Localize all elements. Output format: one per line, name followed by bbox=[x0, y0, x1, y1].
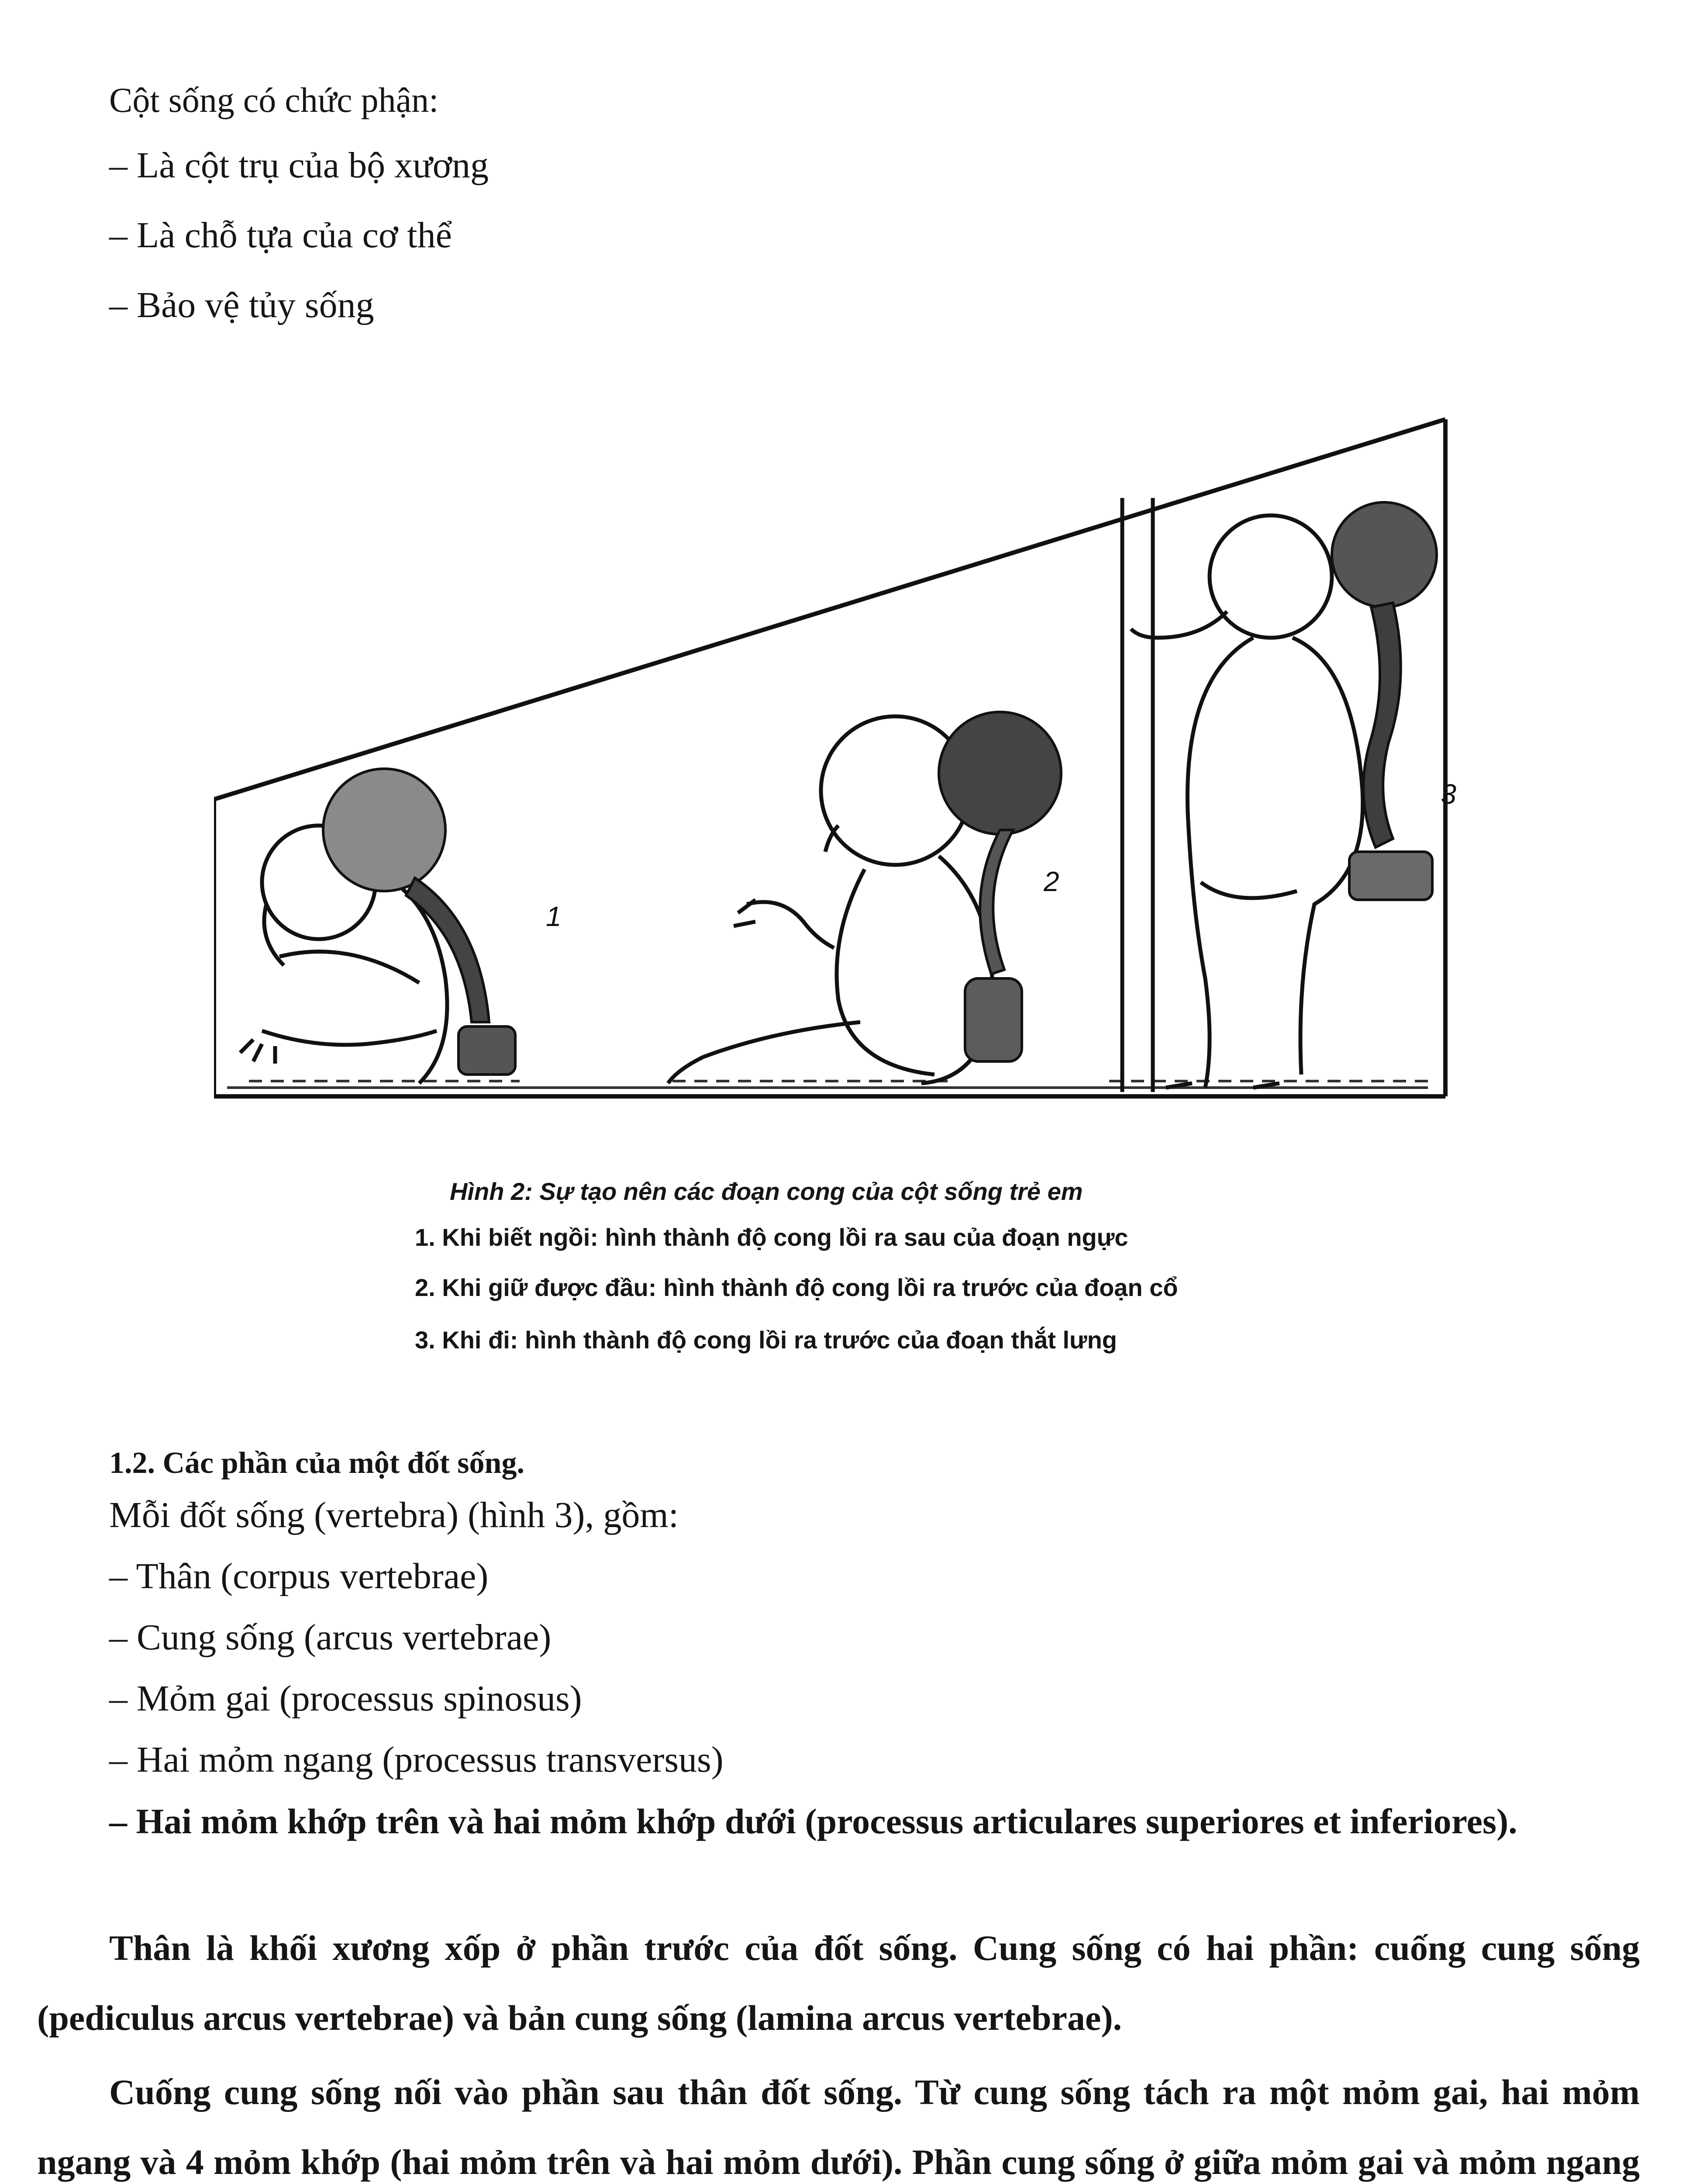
pole bbox=[1122, 498, 1153, 1092]
intro-heading: Cột sống có chức phận: bbox=[109, 81, 439, 120]
section-heading: 1.2. Các phần của một đốt sống. bbox=[109, 1446, 524, 1480]
figure-label-1: 1 bbox=[546, 901, 562, 932]
intro-item-1: – Là cột trụ của bộ xương bbox=[109, 145, 489, 186]
figure-caption-line-3: 3. Khi đi: hình thành độ cong lồi ra trước của đoạn thắt lưng bbox=[415, 1326, 1117, 1354]
spine-1 bbox=[323, 769, 515, 1075]
paragraph-2: Cuống cung sống nối vào phần sau thân đốt sống. Từ cung sống tách ra một mỏm gai, hai mỏm ngang và 4 mỏm khớp (hai mỏm trên và hai mỏm dưới). Phần cung sống ở giữa mỏm gai và mỏm ngang bbox=[37, 2072, 1640, 2182]
intro-item-2: – Là chỗ tựa của cơ thể bbox=[109, 215, 452, 256]
figure-caption-line-2: 2. Khi giữ được đầu: hình thành độ cong lồi ra trước của đoạn cổ bbox=[415, 1274, 1178, 1301]
section-item-2: – Cung sống (arcus vertebrae) bbox=[109, 1617, 552, 1658]
spine-2 bbox=[939, 712, 1061, 1061]
figure-caption-line-1: 1. Khi biết ngồi: hình thành độ cong lồi ra sau của đoạn ngực bbox=[415, 1223, 1128, 1251]
figure-label-3: 3 bbox=[1441, 778, 1456, 810]
section-item-4: – Hai mỏm ngang (processus transversus) bbox=[109, 1739, 724, 1780]
ground-hatching bbox=[227, 1081, 1428, 1088]
intro-item-3: – Bảo vệ tủy sống bbox=[109, 285, 374, 325]
spine-development-figure bbox=[214, 411, 1458, 1109]
section-intro: Mỗi đốt sống (vertebra) (hình 3), gồm: bbox=[109, 1495, 679, 1535]
figure-caption-title: Hình 2: Sự tạo nên các đoạn cong của cột sống trẻ em bbox=[450, 1178, 1083, 1205]
figure-label-2: 2 bbox=[1044, 866, 1059, 897]
child-standing bbox=[1131, 515, 1363, 1088]
section-item-1: – Thân (corpus vertebrae) bbox=[109, 1556, 489, 1597]
paragraph-1: Thân là khối xương xốp ở phần trước của đốt sống. Cung sống có hai phần: cuống cung sống (pediculus arcus vertebrae) và bản cung sống (lamina arcus vertebrae). bbox=[37, 1928, 1640, 2038]
section-item-5: – Hai mỏm khớp trên và hai mỏm khớp dưới (processus articulares superiores et inferiores). bbox=[109, 1801, 1517, 1841]
section-item-3: – Mỏm gai (processus spinosus) bbox=[109, 1678, 582, 1719]
